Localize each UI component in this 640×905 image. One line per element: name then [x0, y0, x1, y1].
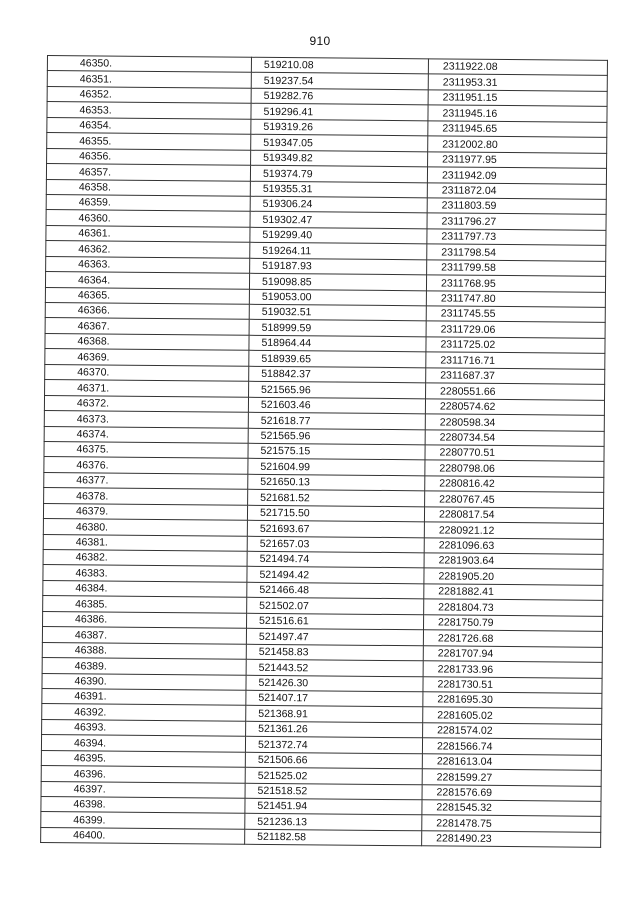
- y-coordinate-cell: 2311768.95: [426, 275, 605, 292]
- point-number-cell: 46391.: [42, 688, 246, 705]
- point-number-cell: 46353.: [47, 102, 251, 119]
- x-coordinate-cell: 521657.03: [247, 536, 424, 553]
- y-coordinate-cell: 2311977.95: [428, 151, 607, 168]
- coordinates-table-body: [41, 56, 608, 848]
- x-coordinate-cell: 521618.77: [248, 412, 425, 429]
- x-coordinate-cell: 521407.17: [246, 690, 423, 707]
- y-coordinate-cell: 2280598.34: [425, 414, 604, 431]
- point-number-cell: 46357.: [46, 164, 250, 181]
- point-number-cell: 46393.: [42, 719, 246, 736]
- x-coordinate-cell: 521693.67: [247, 520, 424, 537]
- x-coordinate-cell: 521715.50: [247, 505, 424, 522]
- point-number-cell: 46382.: [43, 549, 247, 566]
- point-number-cell: 46372.: [44, 395, 248, 412]
- y-coordinate-cell: 2311798.54: [427, 244, 606, 261]
- y-coordinate-cell: 2281576.69: [422, 784, 601, 801]
- point-number-cell: 46365.: [45, 287, 249, 304]
- x-coordinate-cell: 521494.74: [247, 551, 424, 568]
- y-coordinate-cell: 2311803.59: [427, 198, 606, 215]
- point-number-cell: 46369.: [45, 349, 249, 366]
- x-coordinate-cell: 518842.37: [249, 366, 426, 383]
- point-number-cell: 46383.: [43, 565, 247, 582]
- point-number-cell: 46373.: [44, 411, 248, 428]
- y-coordinate-cell: 2280574.62: [425, 398, 604, 415]
- x-coordinate-cell: 521506.66: [245, 752, 422, 769]
- y-coordinate-cell: 2281599.27: [422, 769, 601, 786]
- y-coordinate-cell: 2281882.41: [424, 584, 603, 601]
- x-coordinate-cell: 519302.47: [250, 212, 427, 229]
- point-number-cell: 46374.: [44, 426, 248, 443]
- x-coordinate-cell: 521372.74: [245, 737, 422, 754]
- x-coordinate-cell: 521518.52: [245, 783, 422, 800]
- point-number-cell: 46380.: [43, 519, 247, 536]
- y-coordinate-cell: 2311687.37: [426, 368, 605, 385]
- y-coordinate-cell: 2311942.09: [427, 167, 606, 184]
- page-number: 910: [309, 34, 331, 48]
- x-coordinate-cell: 518999.59: [249, 320, 426, 337]
- point-number-cell: 46356.: [47, 148, 251, 165]
- x-coordinate-cell: 521494.42: [247, 567, 424, 584]
- x-coordinate-cell: 519306.24: [250, 196, 427, 213]
- y-coordinate-cell: 2311872.04: [427, 182, 606, 199]
- x-coordinate-cell: 521466.48: [247, 582, 424, 599]
- coordinates-table: [40, 55, 608, 848]
- y-coordinate-cell: 2311922.08: [428, 59, 607, 76]
- y-coordinate-cell: 2280816.42: [425, 476, 604, 493]
- point-number-cell: 46378.: [44, 488, 248, 505]
- y-coordinate-cell: 2281613.04: [422, 753, 601, 770]
- x-coordinate-cell: 521525.02: [245, 767, 422, 784]
- y-coordinate-cell: 2281605.02: [423, 707, 602, 724]
- y-coordinate-cell: 2311953.31: [428, 74, 607, 91]
- x-coordinate-cell: 521681.52: [248, 490, 425, 507]
- y-coordinate-cell: 2311951.15: [428, 90, 607, 107]
- x-coordinate-cell: 521565.96: [249, 381, 426, 398]
- y-coordinate-cell: 2281730.51: [423, 676, 602, 693]
- point-number-cell: 46352.: [47, 86, 251, 103]
- point-number-cell: 46376.: [44, 457, 248, 474]
- point-number-cell: 46350.: [47, 56, 251, 73]
- x-coordinate-cell: 521368.91: [246, 706, 423, 723]
- x-coordinate-cell: 521497.47: [246, 628, 423, 645]
- x-coordinate-cell: 519187.93: [250, 258, 427, 275]
- y-coordinate-cell: 2281490.23: [422, 831, 601, 848]
- point-number-cell: 46384.: [43, 580, 247, 597]
- point-number-cell: 46381.: [43, 534, 247, 551]
- y-coordinate-cell: 2280734.54: [425, 429, 604, 446]
- x-coordinate-cell: 521451.94: [245, 798, 422, 815]
- x-coordinate-cell: 519296.41: [251, 104, 428, 121]
- point-number-cell: 46387.: [42, 627, 246, 644]
- point-number-cell: 46377.: [44, 472, 248, 489]
- point-number-cell: 46394.: [41, 735, 245, 752]
- y-coordinate-cell: 2281478.75: [422, 815, 601, 832]
- point-number-cell: 46363.: [46, 256, 250, 273]
- x-coordinate-cell: 519237.54: [251, 73, 428, 90]
- y-coordinate-cell: 2280770.51: [425, 445, 604, 462]
- x-coordinate-cell: 521443.52: [246, 659, 423, 676]
- x-coordinate-cell: 521516.61: [247, 613, 424, 630]
- point-number-cell: 46388.: [42, 642, 246, 659]
- point-number-cell: 46396.: [41, 766, 245, 783]
- point-number-cell: 46366.: [45, 302, 249, 319]
- x-coordinate-cell: 519053.00: [249, 289, 426, 306]
- point-number-cell: 46362.: [46, 241, 250, 258]
- x-coordinate-cell: 521565.96: [248, 428, 425, 445]
- point-number-cell: 46367.: [45, 318, 249, 335]
- y-coordinate-cell: 2280551.66: [426, 383, 605, 400]
- y-coordinate-cell: 2281695.30: [423, 692, 602, 709]
- point-number-cell: 46399.: [41, 812, 245, 829]
- y-coordinate-cell: 2281903.64: [424, 553, 603, 570]
- y-coordinate-cell: 2311796.27: [427, 213, 606, 230]
- x-coordinate-cell: 521650.13: [248, 474, 425, 491]
- x-coordinate-cell: 521236.13: [245, 814, 422, 831]
- y-coordinate-cell: 2280921.12: [424, 522, 603, 539]
- point-number-cell: 46398.: [41, 796, 245, 813]
- x-coordinate-cell: 518964.44: [249, 335, 426, 352]
- x-coordinate-cell: 519098.85: [249, 273, 426, 290]
- point-number-cell: 46386.: [43, 611, 247, 628]
- x-coordinate-cell: 518939.65: [249, 351, 426, 368]
- y-coordinate-cell: 2312002.80: [428, 136, 607, 153]
- x-coordinate-cell: 521458.83: [246, 644, 423, 661]
- point-number-cell: 46361.: [46, 225, 250, 242]
- point-number-cell: 46351.: [47, 71, 251, 88]
- y-coordinate-cell: 2281726.68: [423, 630, 602, 647]
- point-number-cell: 46354.: [47, 117, 251, 134]
- y-coordinate-cell: 2281096.63: [424, 537, 603, 554]
- y-coordinate-cell: 2281905.20: [424, 568, 603, 585]
- x-coordinate-cell: 521361.26: [246, 721, 423, 738]
- y-coordinate-cell: 2281750.79: [423, 615, 602, 632]
- x-coordinate-cell: 521426.30: [246, 675, 423, 692]
- x-coordinate-cell: 519349.82: [251, 150, 428, 167]
- point-number-cell: 46385.: [43, 596, 247, 613]
- y-coordinate-cell: 2311725.02: [426, 337, 605, 354]
- y-coordinate-cell: 2311729.06: [426, 321, 605, 338]
- y-coordinate-cell: 2281545.32: [422, 800, 601, 817]
- point-number-cell: 46360.: [46, 210, 250, 227]
- x-coordinate-cell: 519347.05: [251, 134, 428, 151]
- point-number-cell: 46389.: [42, 658, 246, 675]
- y-coordinate-cell: 2281707.94: [423, 645, 602, 662]
- x-coordinate-cell: 521502.07: [247, 598, 424, 615]
- x-coordinate-cell: 519210.08: [251, 57, 428, 74]
- point-number-cell: 46355.: [47, 133, 251, 150]
- x-coordinate-cell: 521182.58: [245, 829, 422, 846]
- x-coordinate-cell: 519319.26: [251, 119, 428, 136]
- y-coordinate-cell: 2311716.71: [426, 352, 605, 369]
- point-number-cell: 46397.: [41, 781, 245, 798]
- y-coordinate-cell: 2280798.06: [425, 460, 604, 477]
- x-coordinate-cell: 519374.79: [250, 165, 427, 182]
- y-coordinate-cell: 2281574.02: [423, 723, 602, 740]
- y-coordinate-cell: 2280817.54: [424, 506, 603, 523]
- point-number-cell: 46364.: [45, 272, 249, 289]
- point-number-cell: 46395.: [41, 750, 245, 767]
- point-number-cell: 46358.: [46, 179, 250, 196]
- x-coordinate-cell: 519282.76: [251, 88, 428, 105]
- y-coordinate-cell: 2311797.73: [427, 229, 606, 246]
- point-number-cell: 46392.: [42, 704, 246, 721]
- y-coordinate-cell: 2311747.80: [426, 290, 605, 307]
- point-number-cell: 46359.: [46, 194, 250, 211]
- y-coordinate-cell: 2281804.73: [424, 599, 603, 616]
- y-coordinate-cell: 2311945.65: [428, 121, 607, 138]
- x-coordinate-cell: 521575.15: [248, 443, 425, 460]
- y-coordinate-cell: 2311945.16: [428, 105, 607, 122]
- x-coordinate-cell: 519032.51: [249, 304, 426, 321]
- point-number-cell: 46375.: [44, 441, 248, 458]
- y-coordinate-cell: 2281566.74: [422, 738, 601, 755]
- y-coordinate-cell: 2281733.96: [423, 661, 602, 678]
- point-number-cell: 46379.: [43, 503, 247, 520]
- x-coordinate-cell: 521603.46: [248, 397, 425, 414]
- x-coordinate-cell: 519299.40: [250, 227, 427, 244]
- y-coordinate-cell: 2311745.55: [426, 306, 605, 323]
- x-coordinate-cell: 519355.31: [250, 181, 427, 198]
- x-coordinate-cell: 521604.99: [248, 459, 425, 476]
- y-coordinate-cell: 2311799.58: [427, 260, 606, 277]
- y-coordinate-cell: 2280767.45: [425, 491, 604, 508]
- x-coordinate-cell: 519264.11: [250, 243, 427, 260]
- point-number-cell: 46368.: [45, 333, 249, 350]
- point-number-cell: 46371.: [45, 380, 249, 397]
- point-number-cell: 46400.: [41, 827, 245, 844]
- point-number-cell: 46390.: [42, 673, 246, 690]
- point-number-cell: 46370.: [45, 364, 249, 381]
